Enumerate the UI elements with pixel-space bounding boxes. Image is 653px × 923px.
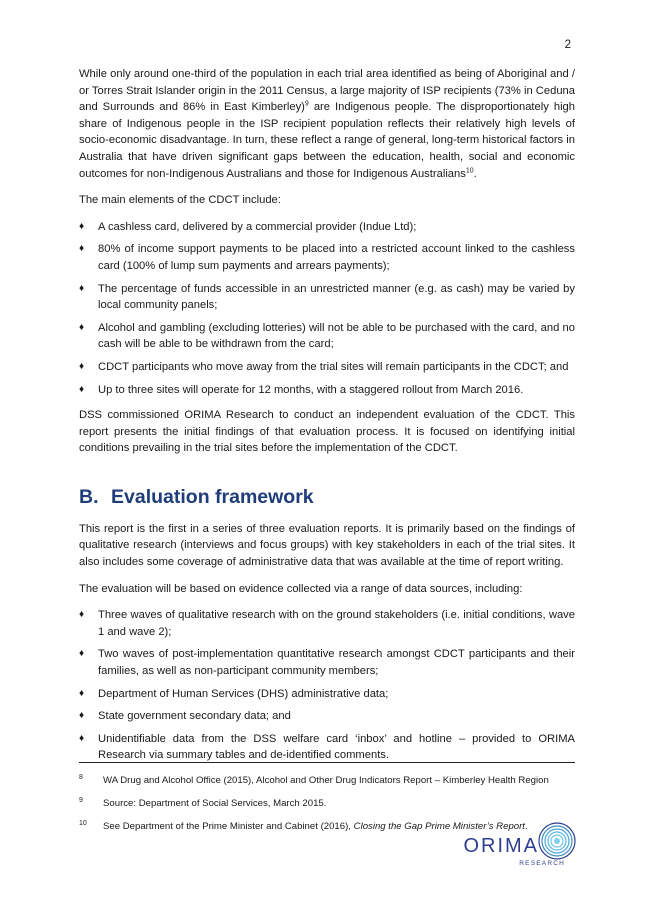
footnote-divider [79, 762, 575, 763]
footnote-text: See Department of the Prime Minister and Cabinet (2016), [103, 821, 354, 832]
sources-list [79, 607, 575, 764]
list-item [79, 607, 575, 640]
intro-paragraph [79, 66, 575, 182]
footnote-number: 9 [79, 797, 83, 804]
diamond-bullet-icon: ♦ [79, 282, 85, 294]
logo-subtitle: RESEARCH [519, 860, 565, 867]
list-item [79, 686, 575, 703]
diamond-bullet-icon: ♦ [79, 609, 85, 621]
orima-ring-icon [537, 821, 577, 861]
section-heading [79, 485, 575, 509]
list-item-text: Three waves of qualitative research with on the ground stakeholders (i.e. initial conditions, wave 1 and wave 2); [98, 609, 575, 638]
list-item [79, 708, 575, 725]
diamond-bullet-icon: ♦ [79, 687, 85, 699]
intro-text-1: While only around one-third of the population in each trial area identified as being of Aboriginal and / or Torres Strait Islander origin in the 2011 Census, a large majority of ISP recipients (73% in Ceduna and Surrounds and 86% in East Kimberley) [79, 68, 575, 114]
diamond-bullet-icon: ♦ [79, 648, 85, 660]
diamond-bullet-icon: ♦ [79, 710, 85, 722]
list-item [79, 241, 575, 274]
page-number: 2 [564, 39, 571, 51]
footnote [79, 775, 575, 787]
footnote [79, 798, 575, 810]
footnote-text-end: . [524, 821, 528, 832]
diamond-bullet-icon: ♦ [79, 383, 85, 395]
list-item-text: Up to three sites will operate for 12 months, with a staggered rollout from March 2016. [98, 383, 524, 396]
list-item-text: A cashless card, delivered by a commercial provider (Indue Ltd); [98, 220, 417, 233]
list-item-text: CDCT participants who move away from the trial sites will remain participants in the CDCT; and [98, 360, 569, 373]
section-title: Evaluation framework [111, 485, 314, 508]
main-content [79, 66, 575, 773]
footnote-text: Source: Department of Social Services, March 2015. [103, 798, 327, 809]
list-item-text: The percentage of funds accessible in an unrestricted manner (e.g. as cash) may be varied by local community panels; [98, 282, 575, 312]
list-item-text: State government secondary data; and [98, 710, 291, 723]
footnote-text: WA Drug and Alcohol Office (2015), Alcohol and Other Drug Indicators Report – Kimberley Health Region [103, 775, 549, 786]
dss-paragraph: DSS commissioned ORIMA Research to conduct an independent evaluation of the CDCT. This report presents the initial findings of that evaluation process. It is focused on identifying initial conditions prevailing in the trial sites before the implementation of the CDCT. [79, 409, 575, 455]
footnote-ref-10: 10 [465, 166, 474, 174]
diamond-bullet-icon: ♦ [79, 321, 85, 333]
list-item [79, 382, 575, 399]
orima-logo [457, 821, 577, 879]
diamond-bullet-icon: ♦ [79, 243, 85, 255]
diamond-bullet-icon: ♦ [79, 732, 85, 744]
section-letter: B. [79, 485, 99, 508]
diamond-bullet-icon: ♦ [79, 220, 85, 232]
elements-list [79, 219, 575, 398]
list-item-text: 80% of income support payments to be placed into a restricted account linked to the cashless card (100% of lump sum payments and arrears payments); [98, 243, 575, 272]
logo-wordmark: ORIMA [463, 835, 539, 857]
list-item [79, 219, 575, 236]
list-item [79, 646, 575, 679]
footnote-ref-9: 9 [304, 100, 309, 108]
list-item [79, 320, 575, 353]
list-item-text: Alcohol and gambling (excluding lotteries) will not be able to be purchased with the card, and no cash will be able to be withdrawn from the card; [98, 321, 575, 351]
list-item [79, 359, 575, 376]
report-paragraph: This report is the first in a series of three evaluation reports. It is primarily based on the findings of qualitative research (interviews and focus groups) with key stakeholders in each of the trial sites. It also includes some coverage of administrative data that was available at the time of report writing. [79, 522, 575, 569]
intro-text-2: are Indigenous people. The disproportionately high share of Indigenous people in the ISP recipient population reflects their relatively high levels of socio-economic disadvantage. In turn, these reflect a range of general, long-term historical factors in Australia that have driven significant gaps between the education, health, social and economic outcomes for non-Indigenous Australians and those for Indigenous Australians [79, 101, 575, 180]
list-item-text: Two waves of post-implementation quantitative research amongst CDCT participants and their families, as well as non-participant community members; [98, 648, 575, 678]
sources-intro: The evaluation will be based on evidence collected via a range of data sources, including: [79, 582, 523, 595]
list-item [79, 731, 575, 764]
diamond-bullet-icon: ♦ [79, 360, 85, 372]
footnote-italic-title: Closing the Gap Prime Minister’s Report [353, 821, 525, 832]
list-item-text: Unidentifiable data from the DSS welfare card ‘inbox’ and hotline – provided to ORIMA Research via summary tables and de-identified comments. [98, 732, 575, 762]
footnote-number: 10 [79, 820, 87, 827]
elements-intro: The main elements of the CDCT include: [79, 194, 281, 207]
footnote-number: 8 [79, 774, 83, 781]
list-item [79, 281, 575, 314]
intro-text-3: . [473, 167, 477, 180]
list-item-text: Department of Human Services (DHS) administrative data; [98, 687, 389, 700]
